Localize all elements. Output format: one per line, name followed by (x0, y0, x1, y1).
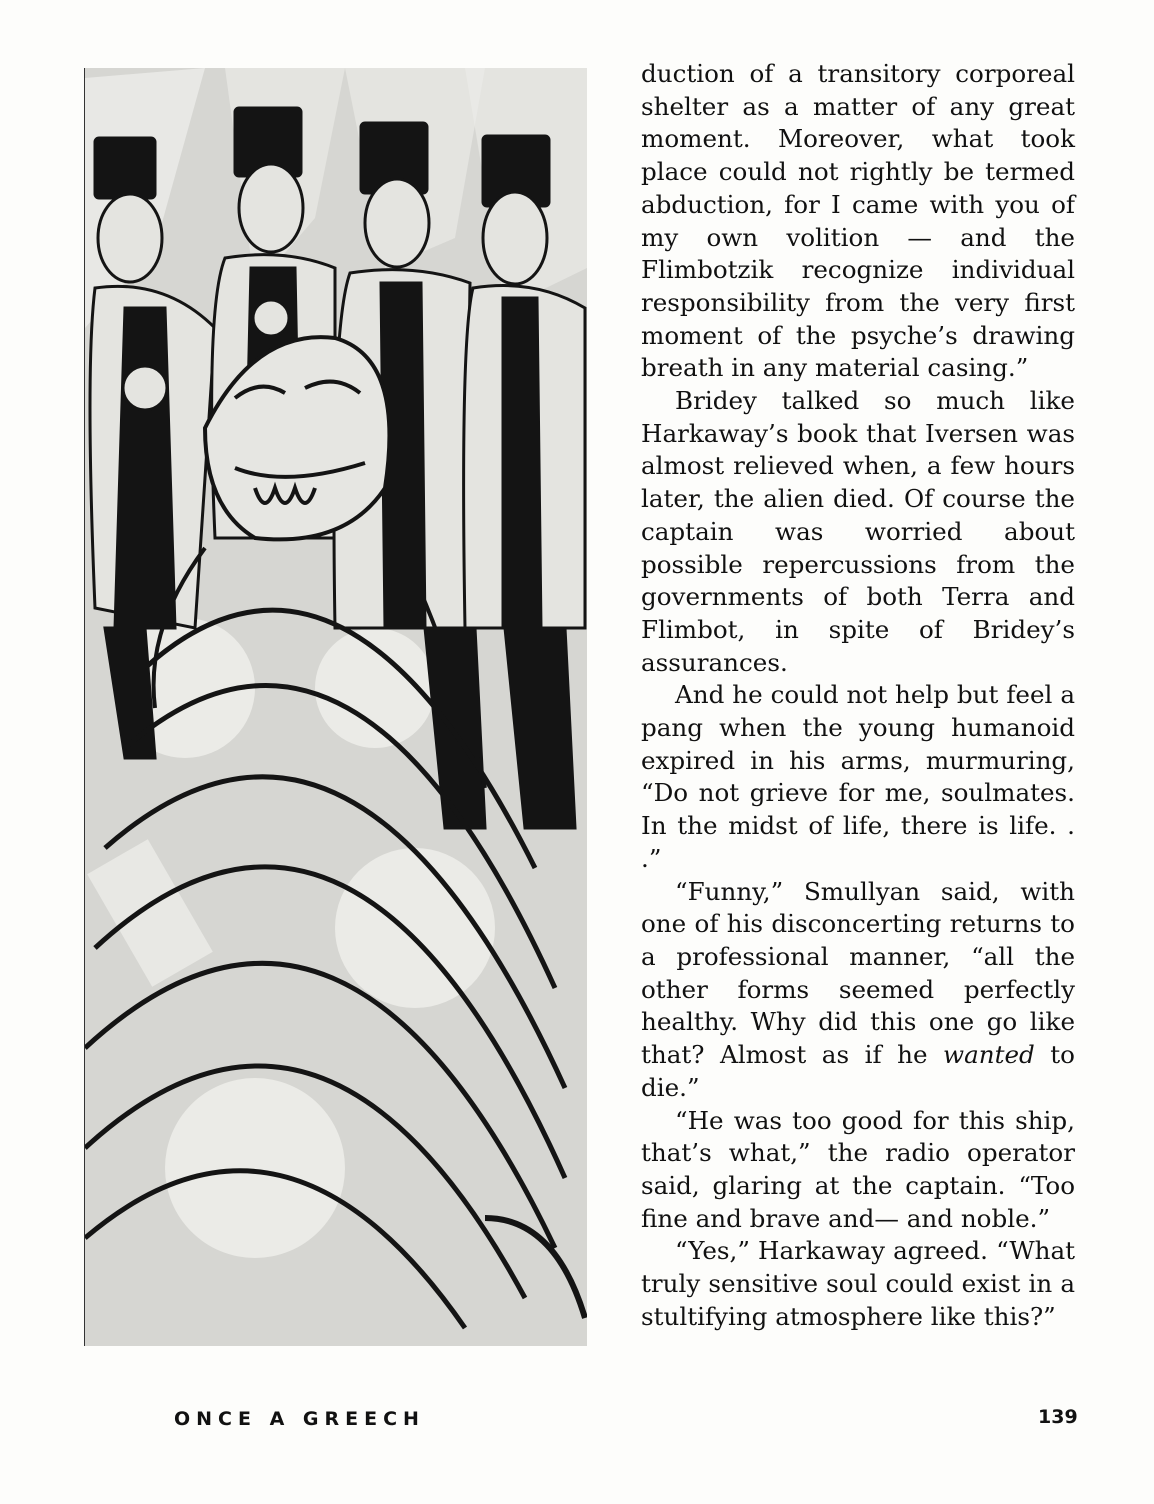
paragraph-text: “Funny,” Smullyan said, with one of his disconcerting returns to a professional manner, “all the other forms seemed perfectly healthy. Why did this one go like that? Almost as if he (641, 876, 1075, 1070)
paragraph (641, 876, 1075, 1105)
story-illustration (84, 68, 587, 1346)
paragraph-text: Bridey talked so much like Harkaway’s book that Iversen was almost relieved when, a few hours later, the alien died. Of course the captain was worried about possible repercussions from the governments of both Terra and Flimbot, in spite of Bridey’s assurances. (641, 386, 1075, 677)
paragraph (641, 385, 1075, 679)
paragraph-text: to die.” (641, 1040, 1075, 1102)
paragraph-text: “He was too good for this ship, that’s what,” the radio operator said, glaring at the captain. “Too fine and brave and— and noble.” (641, 1105, 1075, 1233)
paragraph (641, 679, 1075, 875)
paragraph (641, 1105, 1075, 1236)
paragraph (641, 58, 1075, 385)
paragraph (641, 1235, 1075, 1333)
paragraph-text: And he could not help but feel a pang when the young humanoid expired in his arms, murmuring, “Do not grieve for me, soulmates. In the midst of life, there is life. . .” (641, 680, 1075, 873)
paragraph-text: “Yes,” Harkaway agreed. “What truly sensitive soul could exist in a stultifying atmosphere like this?” (641, 1236, 1075, 1331)
emphasized-text: wanted (943, 1040, 1035, 1070)
page-number: 139 (1038, 1406, 1078, 1428)
paragraph-text: duction of a transitory corporeal shelter as a matter of any great moment. Moreover, what took place could not rightly be termed abduction, for I came with you of my own volition — and the Flimbotzik recognize individual responsibility from the very first moment of the psyche’s drawing breath in any material casing.” (641, 59, 1075, 383)
illustration-artwork (85, 68, 587, 1346)
running-title: ONCE A GREECH (174, 1408, 425, 1430)
article-text (641, 58, 1075, 1333)
